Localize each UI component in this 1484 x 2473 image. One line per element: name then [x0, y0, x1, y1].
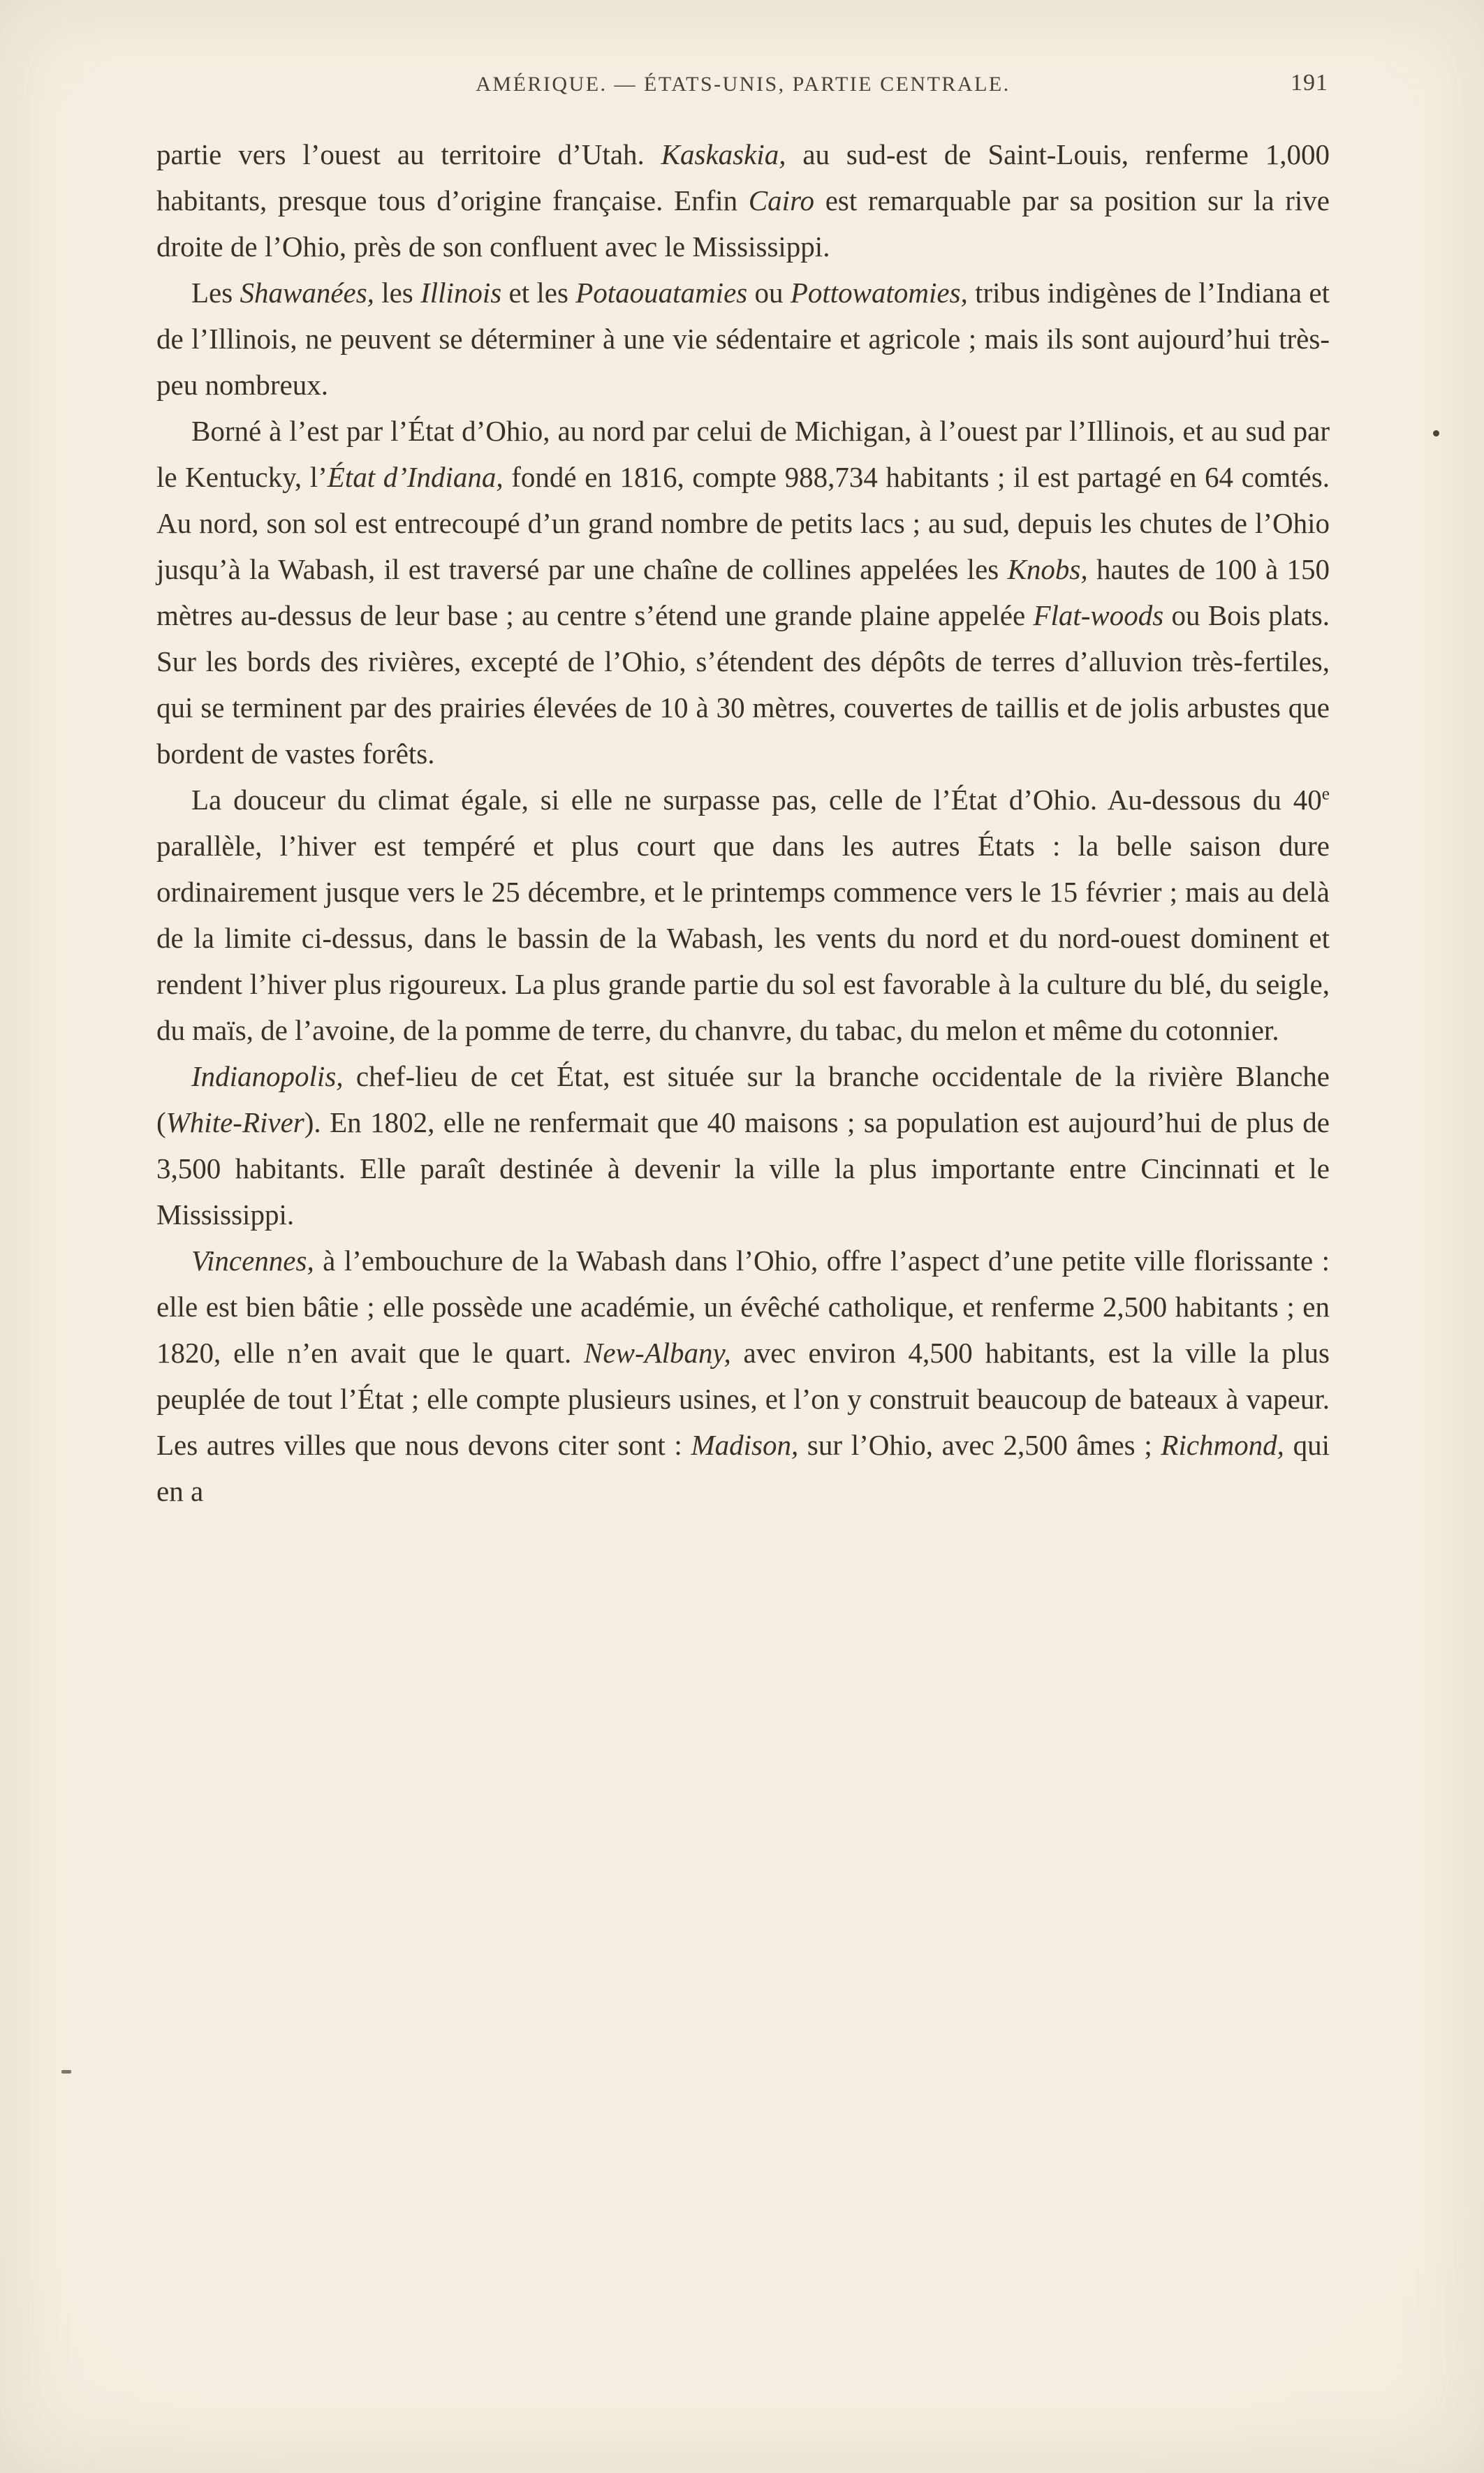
emphasized-text: Shawanées,: [240, 277, 374, 309]
page-number: 191: [1291, 70, 1328, 96]
text-block: [156, 70, 1330, 1514]
emphasized-text: White-River: [166, 1106, 304, 1138]
ink-speck: [61, 2070, 71, 2074]
paragraph: [156, 270, 1330, 408]
emphasized-text: Vincennes,: [191, 1245, 314, 1277]
text-run: ). En 1802, elle ne renfermait que 40 maisons ; sa population est aujourd’hui de plus de 3,500 habitants. Elle paraît destinée à devenir la ville la plus importante entre Cincinnati et le Mississippi.: [156, 1106, 1330, 1231]
emphasized-text: Richmond,: [1161, 1429, 1284, 1461]
emphasized-text: New-Albany,: [584, 1337, 731, 1369]
emphasized-text: Indianopolis,: [191, 1060, 344, 1092]
text-run: Borné à l’est par l’État d’Ohio, au nord par celui de Michigan, à l’ouest par l’Illinois, et au sud par le Kentucky, l’: [156, 415, 1330, 493]
text-run: hautes de 100 à 150 mètres au-dessus de leur base ; au centre s’étend une grande plaine appelée: [156, 553, 1330, 631]
paragraph: [156, 1238, 1330, 1514]
ink-speck: [1433, 430, 1439, 436]
emphasized-text: État d’Indiana,: [327, 461, 504, 493]
running-header: [156, 70, 1330, 109]
emphasized-text: Knobs,: [1007, 553, 1088, 585]
text-run: La douceur du climat égale, si elle ne surpasse pas, celle de l’État d’Ohio. Au-dessous du 40: [191, 784, 1322, 816]
paragraph: [156, 1053, 1330, 1238]
emphasized-text: Pottowatomies,: [790, 277, 968, 309]
text-run: à l’embouchure de la Wabash dans l’Ohio, offre l’aspect d’une petite ville florissante : elle est bien bâtie ; elle possède une académie, un évêché catholique, et renferme 2,500 habitants ; en 1820, elle n’en avait que le quart.: [156, 1245, 1330, 1369]
text-run: Les: [191, 277, 240, 309]
emphasized-text: Kaskaskia,: [661, 138, 786, 170]
text-run: chef-lieu de cet État, est située sur la branche occidentale de la rivière Blanche (: [156, 1060, 1330, 1138]
running-header-title: AMÉRIQUE. — ÉTATS-UNIS, PARTIE CENTRALE.: [476, 73, 1011, 96]
text-run: et les: [501, 277, 576, 309]
text-run: avec environ 4,500 habitants, est la ville la plus peuplée de tout l’État ; elle compte plusieurs usines, et l’on y construit beaucoup de bateaux à vapeur. Les autres villes que nous devons citer sont :: [156, 1337, 1330, 1461]
text-run: ou Bois plats. Sur les bords des rivières, excepté de l’Ohio, s’étendent des dépôts de terres d’alluvion très-fertiles, qui se terminent par des prairies élevées de 10 à 30 mètres, couvertes de taillis et de jolis arbustes que bordent de vastes forêts.: [156, 599, 1330, 770]
emphasized-text: Flat-woods: [1033, 599, 1164, 631]
text-run: parallèle, l’hiver est tempéré et plus court que dans les autres États : la belle saison dure ordinairement jusque vers le 25 décembre, et le printemps commence vers le 15 février ; mais au delà de la limite ci-dessus, dans le bassin de la Wabash, les vents du nord et du nord-ouest dominent et rendent l’hiver plus rigoureux. La plus grande partie du sol est favorable à la culture du blé, du seigle, du maïs, de l’avoine, de la pomme de terre, du chanvre, du tabac, du melon et même du cotonnier.: [156, 830, 1330, 1046]
paragraph: [156, 777, 1330, 1053]
emphasized-text: Potaouatamies: [575, 277, 748, 309]
emphasized-text: Illinois: [420, 277, 502, 309]
text-run: ou: [747, 277, 791, 309]
text-run: qui en a: [156, 1429, 1330, 1507]
text-run: sur l’Ohio, avec 2,500 âmes ;: [798, 1429, 1161, 1461]
text-run: fondé en 1816, compte 988,734 habitants ; il est partagé en 64 comtés. Au nord, son sol est entrecoupé d’un grand nombre de petits lacs ; au sud, depuis les chutes de l’Ohio jusqu’à la Wabash, il est traversé par une chaîne de collines appelées les: [156, 461, 1330, 585]
text-run: partie vers l’ouest au territoire d’Utah.: [156, 138, 661, 170]
text-run: au sud-est de Saint-Louis, renferme 1,000 habitants, presque tous d’origine française. Enfin: [156, 138, 1330, 217]
page-body: [156, 131, 1330, 1514]
superscript-text: e: [1321, 784, 1330, 804]
text-run: est remarquable par sa position sur la rive droite de l’Ohio, près de son confluent avec le Mississippi.: [156, 184, 1330, 263]
text-run: les: [374, 277, 421, 309]
text-run: tribus indigènes de l’Indiana et de l’Illinois, ne peuvent se déterminer à une vie sédentaire et agricole ; mais ils sont aujourd’hui très-peu nombreux.: [156, 277, 1330, 401]
paragraph: [156, 131, 1330, 270]
emphasized-text: Madison,: [691, 1429, 799, 1461]
emphasized-text: Cairo: [748, 184, 814, 217]
paragraph: [156, 408, 1330, 777]
